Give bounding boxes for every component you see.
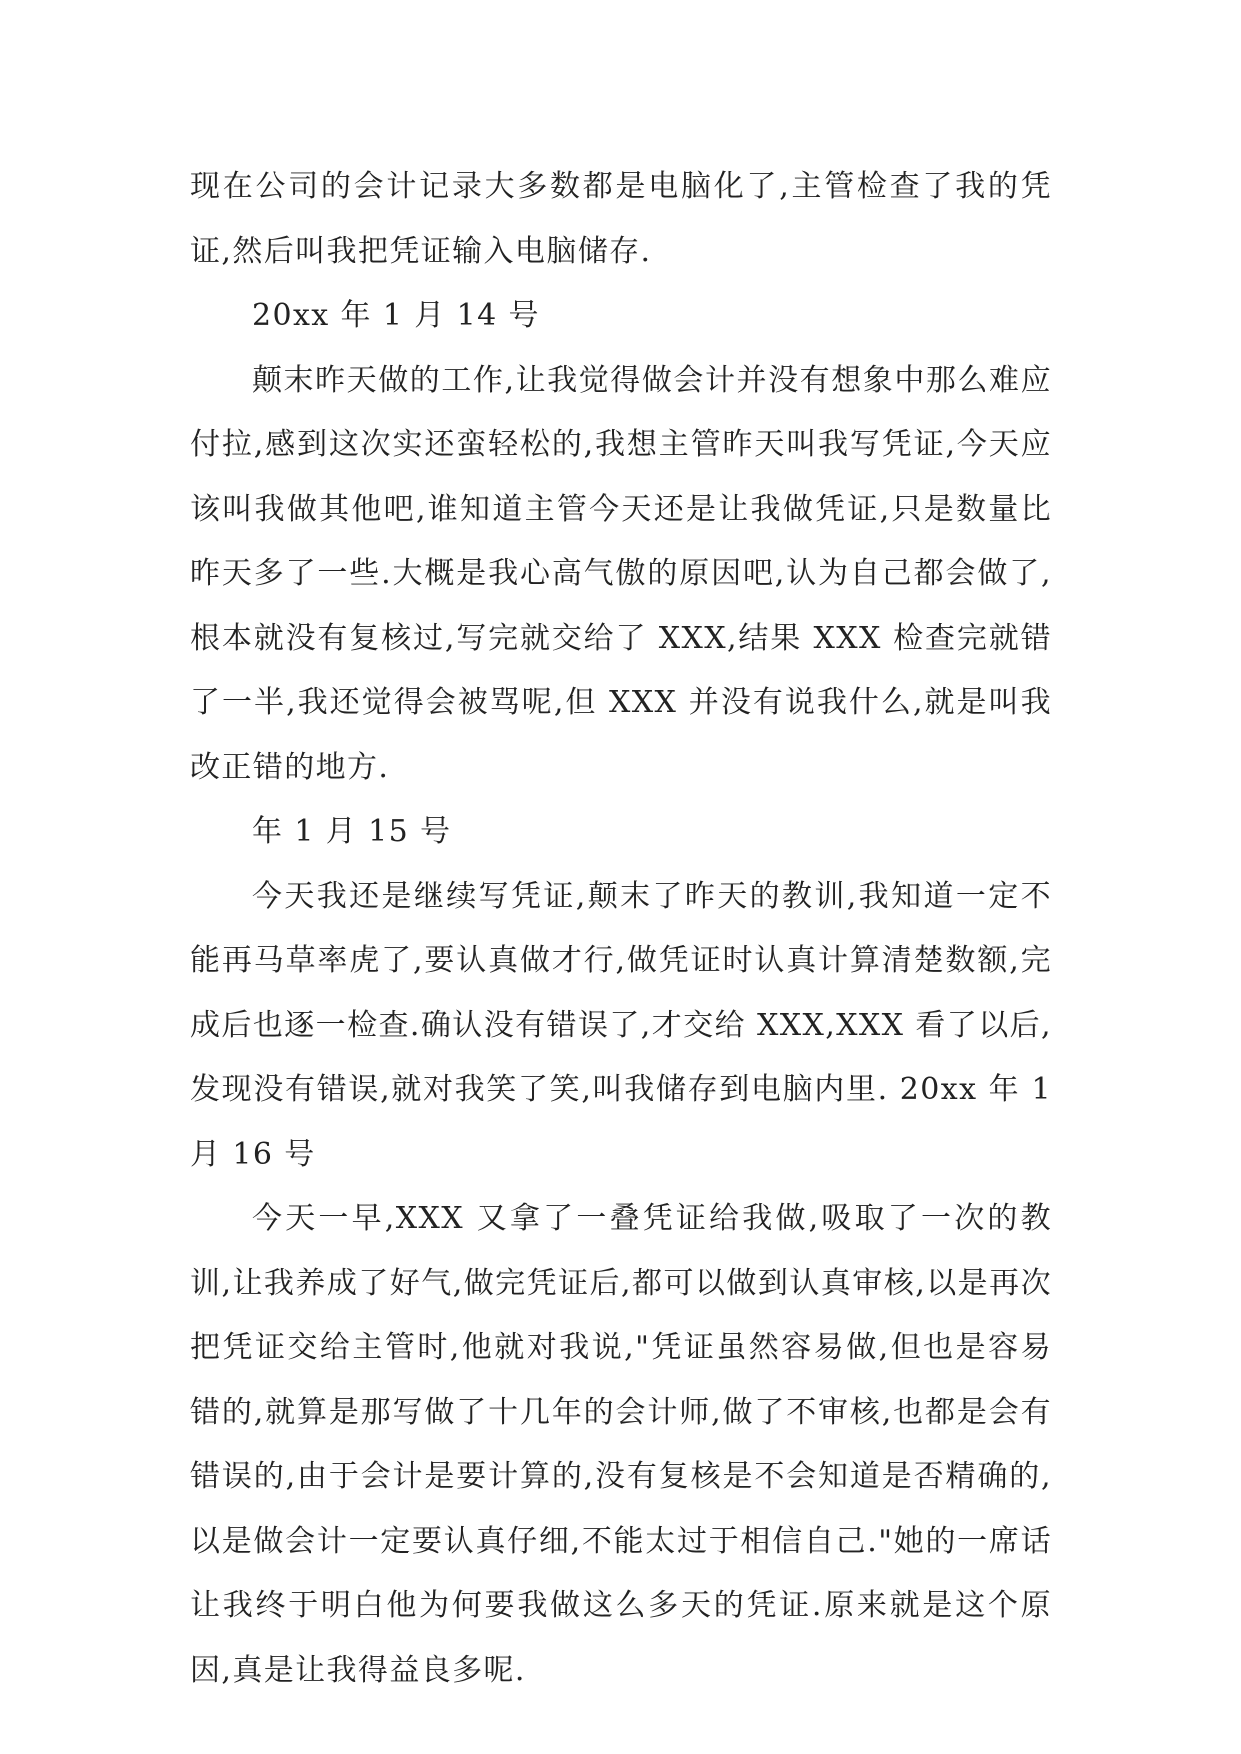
paragraph-jan-15: 今天我还是继续写凭证,颠末了昨天的教训,我知道一定不能再马草率虎了,要认真做才行,做凭证时认真计算清楚数额,完成后也逐一检查.确认没有错误了,才交给 XXX,XXX 看了以后,发现没有错误,就对我笑了笑,叫我储存到电脑内里. 20xx 年 1 月 16 号	[190, 878, 1052, 1172]
date-heading-jan-14: 20xx 年 1 月 14 号	[252, 298, 540, 333]
paragraph-jan-14: 颠末昨天做的工作,让我觉得做会计并没有想象中那么难应付拉,感到这次实还蛮轻松的,我想主管昨天叫我写凭证,今天应该叫我做其他吧,谁知道主管今天还是让我做凭证,只是数量比昨天多了一些.大概是我心高气傲的原因吧,认为自己都会做了,根本就没有复核过,写完就交给了 XXX,结果 XXX 检查完就错了一半,我还觉得会被骂呢,但 XXX 并没有说我什么,就是叫我改正错的地方.	[190, 362, 1052, 785]
paragraph-computerized-records: 现在公司的会计记录大多数都是电脑化了,主管检查了我的凭证,然后叫我把凭证输入电脑储存.	[190, 169, 1052, 269]
paragraph-jan-16: 今天一早,XXX 又拿了一叠凭证给我做,吸取了一次的教训,让我养成了好气,做完凭证后,都可以做到认真审核,以是再次把凭证交给主管时,他就对我说,"凭证虽然容易做,但也是容易错的,就算是那写做了十几年的会计师,做了不审核,也都是会有错误的,由于会计是要计算的,没有复核是不会知道是否精确的,以是做会计一定要认真仔细,不能太过于相信自己."她的一席话让我终于明白他为何要我做这么多天的凭证.原来就是这个原因,真是让我得益良多呢.	[190, 1201, 1052, 1688]
document-body	[190, 155, 1052, 1703]
date-heading-jan-15: 年 1 月 15 号	[252, 814, 452, 849]
